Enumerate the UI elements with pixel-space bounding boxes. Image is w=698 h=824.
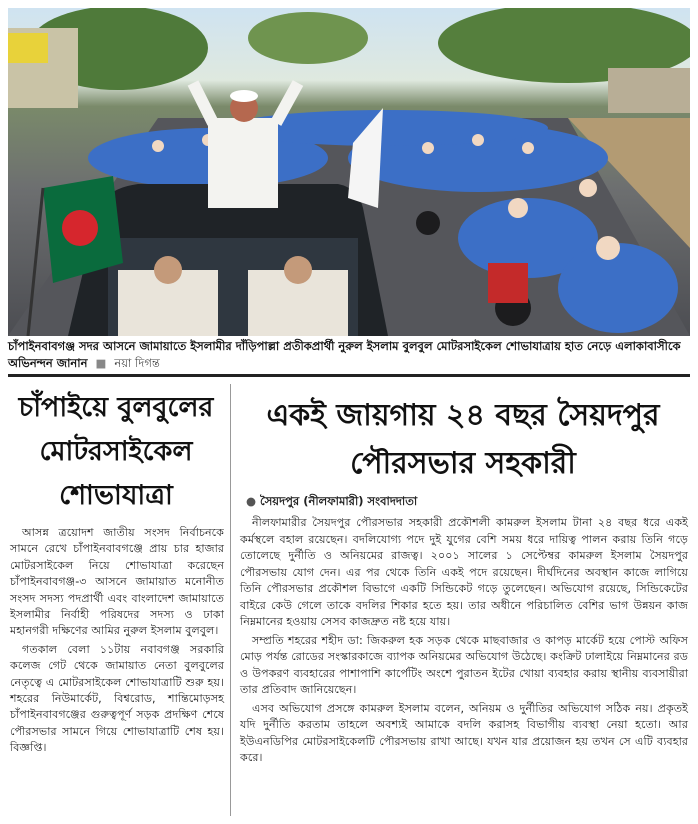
headline-line: একই জায়গায় ২৪ বছর সৈয়দপুর bbox=[266, 398, 660, 433]
left-article-body bbox=[10, 525, 224, 759]
headline-line: মোটরসাইকেল bbox=[39, 436, 193, 467]
paragraph: এসব অভিযোগ প্রসঙ্গে কামরুল ইসলাম বলেন, অনিয়ম ও দুর্নীতির অভিযোগ সঠিক নয়। প্রকৃতই যদি দুর্নীতি করতাম তাহলে অবশ্যই আমাকে বদলি করাসহ বিভাগীয় ব্যবস্থা নেয়া হতো। আর ইউএনডিপির মোটরসাইকেলটি পৌরসভায় রাখা আছে। যখন যার প্রয়োজন হয় তখন সে এটি ব্যবহার করে। bbox=[240, 701, 688, 764]
paragraph: সম্প্রতি শহরের শহীদ ডা: জিকরুল হক সড়ক থেকে মাছবাজার ও কাপড় মার্কেট হয়ে পোস্ট অফিস মোড় পর্যন্ত রোডের সংস্কারকাজে ব্যাপক অনিয়মের অভিযোগ উঠেছে। কংক্রিট ঢালাইয়ে নিম্নমানের রড ও উপকরণ ব্যবহারের পাশাপাশি কার্পেটিং অংশে পুরাতন ইটের খোয়া ব্যবহার করায় স্থানীয় ব্যবসায়ীরা তার প্রতিবাদ জানিয়েছেন। bbox=[240, 633, 688, 696]
byline bbox=[246, 493, 417, 512]
paragraph: নীলফামারীর সৈয়দপুর পৌরসভার সহকারী প্রকৌশলী কামরুল ইসলাম টানা ২৪ বছর ধরে একই কর্মস্থলে বহাল রয়েছেন। বদলিযোগ্য পদে দুই যুগের বেশি সময় ধরে দায়িত্ব পালন করায় তিনি গড়ে তোলেছে দুর্নীতি ও অনিয়মের রাজত্ব। ২০০১ সালের ১ সেপ্টেম্বর কামরুল ইসলাম সৈয়দপুর পৌরসভায় যোগ দেন। এর পর থেকে তিনি একই পদে রয়েছেন। দীর্ঘদিনের অবস্থান কাজে লাগিয়ে তিনি পৌরসভার প্রকৌশল বিভাগে একটি সিন্ডিকেট গড়ে তুলেছেন। অভিযোগ রয়েছে, সিন্ডিকেটের বাইরে কেউ গেলে তাকে বদলির শিকার হতে হয়। তার অধীনে পরিচালিত বেশির ভাগ উন্নয়ন কাজ নিম্নমানের হওয়ায় সেসব কাজদ্রুত নষ্ট হয়ে যায়। bbox=[240, 516, 688, 628]
left-article-headline bbox=[8, 386, 224, 518]
column-divider bbox=[230, 384, 231, 816]
byline-text: সৈয়দপুর (নীলফামারী) সংবাদদাতা bbox=[260, 494, 418, 508]
headline-line: শোভাযাত্রা bbox=[59, 480, 173, 511]
headline-line: পৌরসভার সহকারী bbox=[350, 446, 576, 481]
bullet-icon: ● bbox=[246, 494, 257, 508]
right-article-headline bbox=[236, 392, 690, 488]
caption-separator: ■ bbox=[95, 356, 107, 370]
paragraph: আসন্ন ত্রয়োদশ জাতীয় সংসদ নির্বাচনকে সামনে রেখে চাঁপাইনবাবগঞ্জে প্রায় চার হাজার মোটরসাইকেল নিয়ে শোভাযাত্রা করেছেন চাঁপাইনবাবগঞ্জ-৩ আসনে জামায়াত মনোনীত সংসদ সদস্য পদপ্রার্থী এবং বাংলাদেশ জামায়াতে ইসলামীর নির্বাহী পরিষদের সদস্য ও ঢাকা মহানগরী দক্ষিণের আমির নুরুল ইসলাম বুলবুল। bbox=[10, 526, 224, 638]
news-photo bbox=[8, 8, 690, 336]
section-divider bbox=[8, 374, 690, 377]
photo-illustration bbox=[8, 8, 690, 336]
caption-credit: নয়া দিগন্ত bbox=[114, 356, 160, 370]
photo-caption bbox=[8, 338, 690, 372]
paragraph: গতকাল বেলা ১১টায় নবাবগঞ্জ সরকারি কলেজ গেট থেকে জামায়াত নেতা বুলবুলের নেতৃত্বে এ মোটরসাইকেল শোভাযাত্রাটি শুরু হয়। শহরের নিউমার্কেট, বিশ্বরোড, শান্তিমোড়সহ চাঁপাইনবাবগঞ্জের গুরুত্বপূর্ণ সড়ক প্রদক্ষিণ শেষে পৌরসভার সামনে গিয়ে শোভাযাত্রাটি শেষ হয়। বিজ্ঞপ্তি। bbox=[10, 642, 224, 755]
caption-text: চাঁপাইনবাবগঞ্জ সদর আসনে জামায়াতে ইসলামীর দাঁড়িপাল্লা প্রতীকপ্রার্থী নুরুল ইসলাম বুলবুল মোটরসাইকেল শোভাযাত্রায় হাত নেড়ে এলাকাবাসীকে অভিনন্দন জানান bbox=[8, 339, 681, 370]
headline-line: চাঁপাইয়ে বুলবুলের bbox=[18, 392, 214, 423]
right-article-body bbox=[240, 515, 688, 769]
